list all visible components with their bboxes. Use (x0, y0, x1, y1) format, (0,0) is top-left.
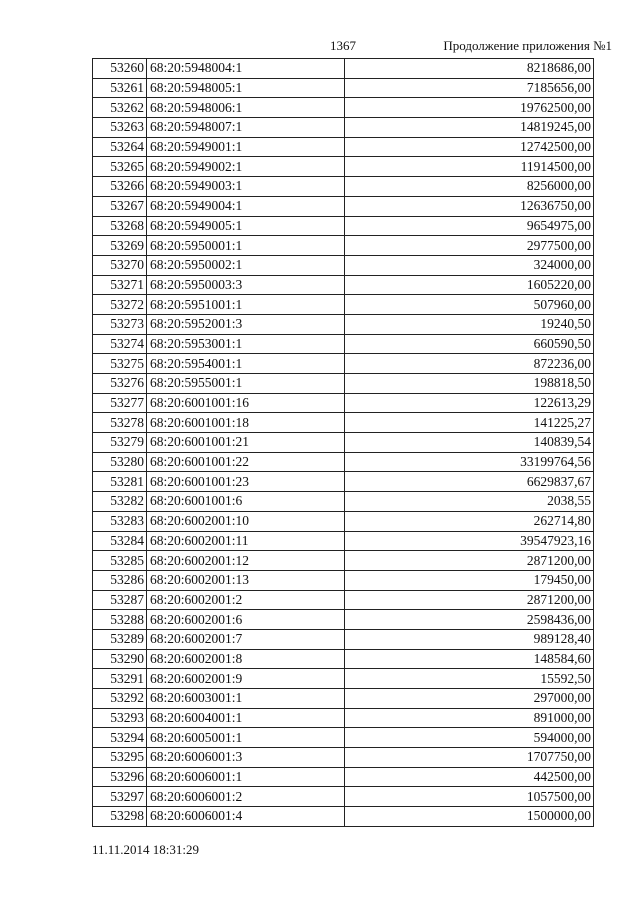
cadastral-value-cell: 179450,00 (345, 570, 594, 590)
cadastral-value-cell: 1500000,00 (345, 807, 594, 827)
cadastral-number-cell: 68:20:6003001:1 (147, 689, 345, 709)
cadastral-value-cell: 11914500,00 (345, 157, 594, 177)
table-row (93, 374, 594, 394)
table-row (93, 216, 594, 236)
footer-timestamp: 11.11.2014 18:31:29 (92, 842, 200, 857)
row-number-cell: 53260 (93, 59, 147, 79)
row-number-cell: 53287 (93, 590, 147, 610)
cadastral-value-cell: 19762500,00 (345, 98, 594, 118)
table-row (93, 275, 594, 295)
cadastral-value-cell: 2598436,00 (345, 610, 594, 630)
row-number-cell: 53271 (93, 275, 147, 295)
cadastral-value-cell: 7185656,00 (345, 78, 594, 98)
cadastral-value-cell: 989128,40 (345, 629, 594, 649)
row-number-cell: 53279 (93, 433, 147, 453)
cadastral-number-cell: 68:20:5949005:1 (147, 216, 345, 236)
cadastral-number-cell: 68:20:6002001:2 (147, 590, 345, 610)
cadastral-value-cell: 122613,29 (345, 393, 594, 413)
cadastral-number-cell: 68:20:6002001:13 (147, 570, 345, 590)
cadastral-value-cell: 442500,00 (345, 767, 594, 787)
cadastral-number-cell: 68:20:6001001:16 (147, 393, 345, 413)
row-number-cell: 53292 (93, 689, 147, 709)
cadastral-number-cell: 68:20:5948005:1 (147, 78, 345, 98)
row-number-cell: 53264 (93, 137, 147, 157)
table-row (93, 669, 594, 689)
page-caption: Продолжение приложения №1 (443, 38, 612, 53)
cadastral-value-cell: 9654975,00 (345, 216, 594, 236)
row-number-cell: 53276 (93, 374, 147, 394)
table-row (93, 492, 594, 512)
cadastral-value-cell: 324000,00 (345, 255, 594, 275)
table-row (93, 314, 594, 334)
row-number-cell: 53267 (93, 196, 147, 216)
cadastral-value-cell: 14819245,00 (345, 118, 594, 138)
cadastral-number-cell: 68:20:6002001:9 (147, 669, 345, 689)
table-row (93, 137, 594, 157)
table-row (93, 413, 594, 433)
table-row (93, 236, 594, 256)
cadastral-number-cell: 68:20:5948006:1 (147, 98, 345, 118)
row-number-cell: 53291 (93, 669, 147, 689)
table-row (93, 295, 594, 315)
row-number-cell: 53262 (93, 98, 147, 118)
cadastral-value-cell: 8218686,00 (345, 59, 594, 79)
cadastral-number-cell: 68:20:6006001:3 (147, 748, 345, 768)
table-row (93, 807, 594, 827)
cadastral-value-cell: 39547923,16 (345, 531, 594, 551)
cadastral-number-cell: 68:20:5952001:3 (147, 314, 345, 334)
cadastral-value-cell: 148584,60 (345, 649, 594, 669)
cadastral-value-cell: 12742500,00 (345, 137, 594, 157)
row-number-cell: 53261 (93, 78, 147, 98)
cadastral-number-cell: 68:20:6002001:8 (147, 649, 345, 669)
row-number-cell: 53266 (93, 177, 147, 197)
cadastral-value-cell: 15592,50 (345, 669, 594, 689)
cadastral-value-cell: 507960,00 (345, 295, 594, 315)
cadastral-number-cell: 68:20:6002001:10 (147, 511, 345, 531)
row-number-cell: 53277 (93, 393, 147, 413)
cadastral-value-cell: 12636750,00 (345, 196, 594, 216)
row-number-cell: 53281 (93, 472, 147, 492)
cadastral-value-cell: 8256000,00 (345, 177, 594, 197)
cadastral-number-cell: 68:20:6001001:22 (147, 452, 345, 472)
row-number-cell: 53269 (93, 236, 147, 256)
table-row (93, 196, 594, 216)
row-number-cell: 53268 (93, 216, 147, 236)
table-row (93, 98, 594, 118)
table-row (93, 255, 594, 275)
cadastral-number-cell: 68:20:5955001:1 (147, 374, 345, 394)
row-number-cell: 53270 (93, 255, 147, 275)
table-row (93, 177, 594, 197)
table-row (93, 689, 594, 709)
cadastral-number-cell: 68:20:5954001:1 (147, 354, 345, 374)
table-row (93, 551, 594, 571)
table-row (93, 748, 594, 768)
cadastral-number-cell: 68:20:6001001:6 (147, 492, 345, 512)
cadastral-value-cell: 140839,54 (345, 433, 594, 453)
table-row (93, 511, 594, 531)
cadastral-value-cell: 262714,80 (345, 511, 594, 531)
row-number-cell: 53265 (93, 157, 147, 177)
row-number-cell: 53283 (93, 511, 147, 531)
table-row (93, 531, 594, 551)
table-row (93, 78, 594, 98)
cadastral-value-cell: 660590,50 (345, 334, 594, 354)
cadastral-value-cell: 2871200,00 (345, 551, 594, 571)
cadastral-number-cell: 68:20:5949002:1 (147, 157, 345, 177)
table-row (93, 59, 594, 79)
cadastral-number-cell: 68:20:6004001:1 (147, 708, 345, 728)
cadastral-value-cell: 2038,55 (345, 492, 594, 512)
cadastral-value-cell: 19240,50 (345, 314, 594, 334)
cadastral-number-cell: 68:20:6002001:12 (147, 551, 345, 571)
cadastral-value-table (92, 58, 594, 827)
cadastral-value-cell: 1057500,00 (345, 787, 594, 807)
table-row (93, 610, 594, 630)
row-number-cell: 53295 (93, 748, 147, 768)
table-row (93, 393, 594, 413)
row-number-cell: 53297 (93, 787, 147, 807)
cadastral-number-cell: 68:20:6001001:23 (147, 472, 345, 492)
table-row (93, 629, 594, 649)
cadastral-number-cell: 68:20:5949001:1 (147, 137, 345, 157)
cadastral-value-cell: 141225,27 (345, 413, 594, 433)
cadastral-number-cell: 68:20:6005001:1 (147, 728, 345, 748)
cadastral-number-cell: 68:20:5953001:1 (147, 334, 345, 354)
table-row (93, 118, 594, 138)
table-row (93, 354, 594, 374)
cadastral-number-cell: 68:20:5949004:1 (147, 196, 345, 216)
cadastral-value-cell: 198818,50 (345, 374, 594, 394)
row-number-cell: 53286 (93, 570, 147, 590)
row-number-cell: 53294 (93, 728, 147, 748)
cadastral-number-cell: 68:20:5951001:1 (147, 295, 345, 315)
table-row (93, 728, 594, 748)
table-row (93, 570, 594, 590)
row-number-cell: 53280 (93, 452, 147, 472)
cadastral-number-cell: 68:20:6002001:6 (147, 610, 345, 630)
row-number-cell: 53298 (93, 807, 147, 827)
cadastral-value-cell: 2977500,00 (345, 236, 594, 256)
cadastral-value-cell: 1707750,00 (345, 748, 594, 768)
cadastral-value-cell: 33199764,56 (345, 452, 594, 472)
cadastral-number-cell: 68:20:5950003:3 (147, 275, 345, 295)
table-row (93, 452, 594, 472)
cadastral-number-cell: 68:20:6001001:21 (147, 433, 345, 453)
table-row (93, 334, 594, 354)
row-number-cell: 53273 (93, 314, 147, 334)
cadastral-value-cell: 594000,00 (345, 728, 594, 748)
table-row (93, 767, 594, 787)
page-number: 1367 (330, 38, 356, 53)
table-row (93, 472, 594, 492)
cadastral-number-cell: 68:20:6006001:2 (147, 787, 345, 807)
row-number-cell: 53293 (93, 708, 147, 728)
table-row (93, 590, 594, 610)
cadastral-number-cell: 68:20:6002001:7 (147, 629, 345, 649)
row-number-cell: 53282 (93, 492, 147, 512)
cadastral-number-cell: 68:20:5950001:1 (147, 236, 345, 256)
cadastral-number-cell: 68:20:5948007:1 (147, 118, 345, 138)
cadastral-number-cell: 68:20:6001001:18 (147, 413, 345, 433)
row-number-cell: 53296 (93, 767, 147, 787)
cadastral-value-cell: 6629837,67 (345, 472, 594, 492)
row-number-cell: 53289 (93, 629, 147, 649)
table-row (93, 157, 594, 177)
table-row (93, 649, 594, 669)
cadastral-number-cell: 68:20:6006001:1 (147, 767, 345, 787)
row-number-cell: 53288 (93, 610, 147, 630)
table-body (93, 59, 594, 827)
row-number-cell: 53278 (93, 413, 147, 433)
cadastral-value-cell: 2871200,00 (345, 590, 594, 610)
cadastral-number-cell: 68:20:6006001:4 (147, 807, 345, 827)
cadastral-value-cell: 1605220,00 (345, 275, 594, 295)
cadastral-number-cell: 68:20:5950002:1 (147, 255, 345, 275)
table-row (93, 708, 594, 728)
cadastral-number-cell: 68:20:5948004:1 (147, 59, 345, 79)
cadastral-value-cell: 872236,00 (345, 354, 594, 374)
row-number-cell: 53272 (93, 295, 147, 315)
cadastral-number-cell: 68:20:5949003:1 (147, 177, 345, 197)
row-number-cell: 53284 (93, 531, 147, 551)
table-row (93, 433, 594, 453)
row-number-cell: 53274 (93, 334, 147, 354)
row-number-cell: 53263 (93, 118, 147, 138)
row-number-cell: 53275 (93, 354, 147, 374)
table-row (93, 787, 594, 807)
row-number-cell: 53285 (93, 551, 147, 571)
cadastral-value-cell: 891000,00 (345, 708, 594, 728)
cadastral-number-cell: 68:20:6002001:11 (147, 531, 345, 551)
cadastral-value-cell: 297000,00 (345, 689, 594, 709)
row-number-cell: 53290 (93, 649, 147, 669)
